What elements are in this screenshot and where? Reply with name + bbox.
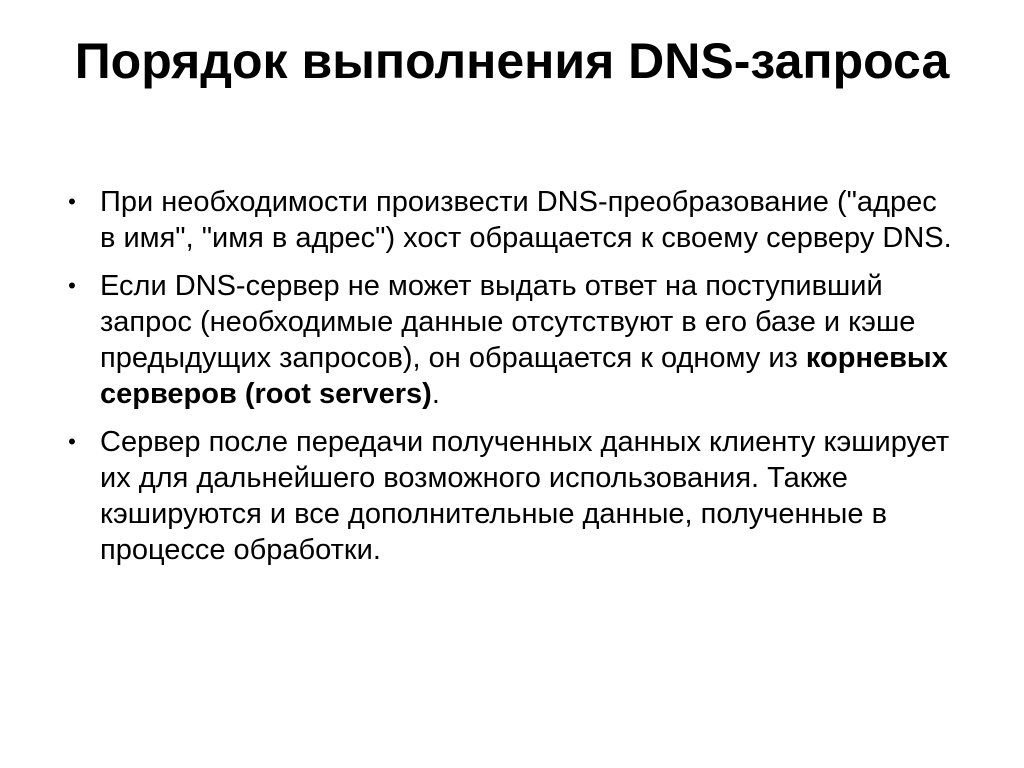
bullet-text: Сервер после передачи полученных данных клиенту кэширует их для дальнейшего возможного использования. Также кэшируются и все дополнительные данные, полученные в процессе обработки. [100, 426, 950, 566]
bullet-list [60, 184, 960, 580]
bullet-item-1 [60, 184, 960, 256]
bullet-text-end: . [431, 378, 440, 410]
bullet-dot-icon: • [68, 189, 76, 214]
bullet-item-3 [60, 424, 960, 568]
bullet-bold-term: корневых серверов (root servers) [100, 342, 948, 410]
slide-title: Порядок выполнения DNS-запроса [74, 33, 950, 89]
bullet-item-2 [60, 268, 960, 412]
bullet-text: Если DNS-сервер не может выдать ответ на поступивший запрос (необходимые данные отсутствуют в его базе и кэше предыдущих запросов), он обращается к одному из [100, 270, 916, 374]
bullet-dot-icon: • [68, 273, 76, 298]
bullet-text: При необходимости произвести DNS-преобразование ("адрес в имя", "имя в адрес") хост обращается к своему серверу DNS. [100, 186, 952, 254]
bullet-dot-icon: • [68, 429, 76, 454]
